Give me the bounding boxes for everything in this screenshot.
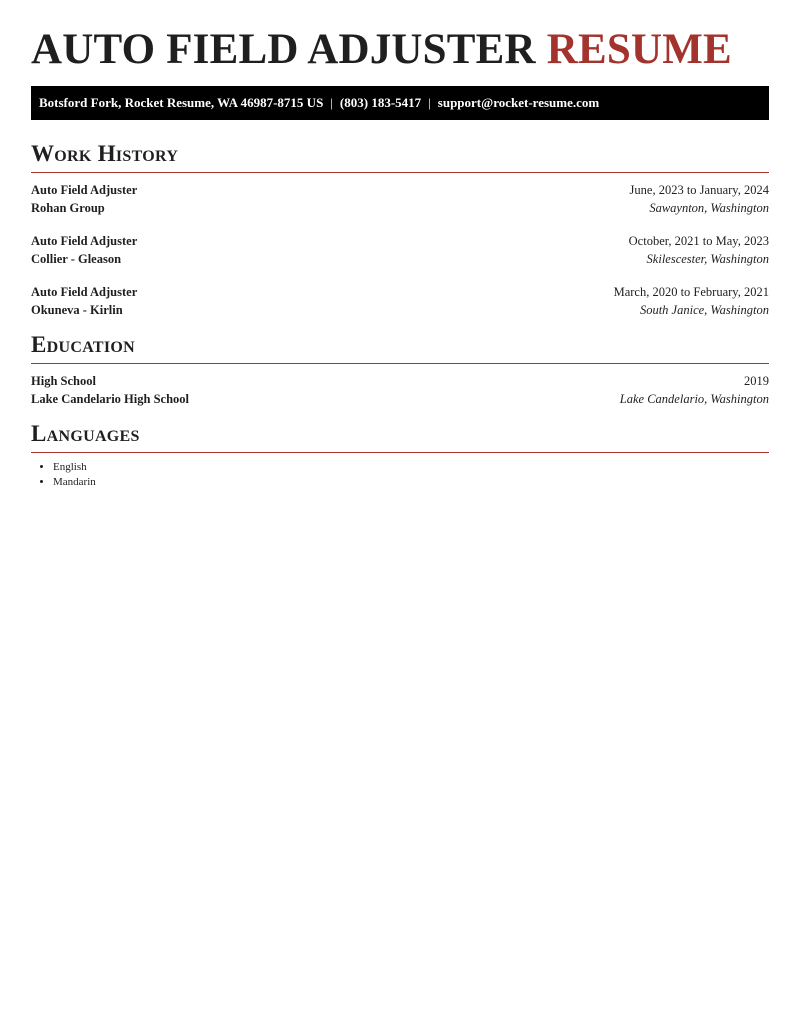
education-location: Lake Candelario, Washington — [619, 392, 769, 406]
work-location: Sawaynton, Washington — [649, 201, 769, 215]
work-company: Rohan Group — [31, 201, 105, 215]
work-company: Okuneva - Kirlin — [31, 303, 123, 317]
contact-email: support@rocket-resume.com — [437, 95, 600, 110]
contact-separator: | — [330, 95, 333, 110]
education-entry — [31, 372, 769, 408]
title-main: AUTO FIELD ADJUSTER — [31, 26, 536, 73]
work-entry — [31, 181, 769, 217]
work-entry — [31, 283, 769, 319]
resume-title — [31, 27, 732, 73]
work-location: South Janice, Washington — [639, 303, 769, 317]
work-entry — [31, 232, 769, 268]
work-company: Collier - Gleason — [31, 252, 122, 266]
contact-bar — [31, 86, 769, 120]
work-dates: October, 2021 to May, 2023 — [628, 234, 769, 248]
languages-list — [31, 460, 96, 490]
language-item: • English — [53, 460, 96, 475]
contact-separator: | — [428, 95, 431, 110]
work-dates: June, 2023 to January, 2024 — [629, 183, 769, 197]
work-role: Auto Field Adjuster — [31, 183, 138, 197]
education-year: 2019 — [744, 374, 769, 388]
work-location: Skilescester, Washington — [646, 252, 769, 266]
education-school: Lake Candelario High School — [31, 392, 190, 406]
work-dates: March, 2020 to February, 2021 — [613, 285, 769, 299]
title-accent: RESUME — [546, 26, 732, 73]
contact-phone: (803) 183-5417 — [339, 95, 422, 110]
languages-heading: Languages — [31, 421, 769, 453]
work-history-heading: Work History — [31, 141, 769, 173]
work-role: Auto Field Adjuster — [31, 285, 138, 299]
work-role: Auto Field Adjuster — [31, 234, 138, 248]
language-item: • Mandarin — [53, 475, 96, 490]
education-heading: Education — [31, 332, 769, 364]
education-degree: High School — [31, 374, 96, 388]
contact-address: Botsford Fork, Rocket Resume, WA 46987-8715 US — [39, 95, 324, 110]
